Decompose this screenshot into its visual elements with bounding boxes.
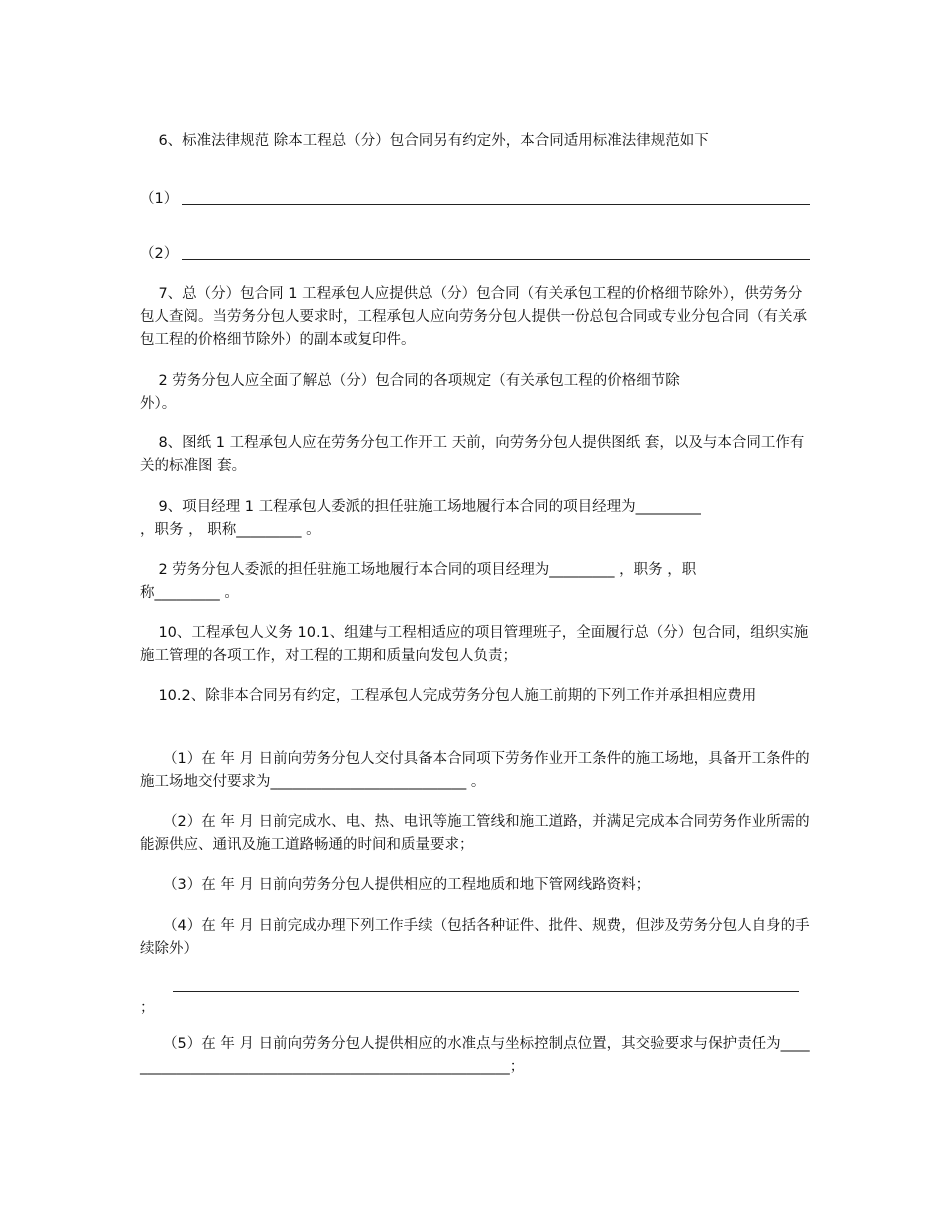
clause-8-paragraph: 8、图纸 1 工程承包人应在劳务分包工作开工 天前，向劳务分包人提供图纸 套，以及与本合同工作有关的标准图 套。 <box>140 435 805 474</box>
clause-10-2-item-1: （1）在 年 月 日前向劳务分包人交付具备本合同项下劳务作业开工条件的施工场地，具备开工条件的施工场地交付要求为___________________________ 。 <box>140 751 810 790</box>
clause-10-2-item-4: （4）在 年 月 日前完成办理下列工作手续（包括各种证件、批件、规费，但涉及劳务分包人自身的手续除外） <box>140 918 810 957</box>
clause-10-2-paragraph: 10.2、除非本合同另有约定，工程承包人完成劳务分包人施工前期的下列工作并承担相应费用 <box>140 688 757 704</box>
clause-7-item-2: 2 劳务分包人应全面了解总（分）包合同的各项规定（有关承包工程的价格细节除 外）。 <box>140 373 680 412</box>
blank-line-1-number: （1） <box>140 191 179 207</box>
clause-7-paragraph: 7、总（分）包合同 1 工程承包人应提供总（分）包合同（有关承包工程的价格细节除外），供劳务分包人查阅。当劳务分包人要求时，工程承包人应向劳务分包人提供一份总包合同或专业分包合同（有关承包工程的价格细节除外）的副本或复印件。 <box>140 286 807 348</box>
clause-10-2-item-2: （2）在 年 月 日前完成水、电、热、电讯等施工管线和施工道路，并满足完成本合同劳务作业所需的能源供应、通讯及施工道路畅通的时间和质量要求； <box>140 814 810 853</box>
blank-line-1-rule <box>182 204 810 205</box>
clause-10-2-item-3: （3）在 年 月 日前向劳务分包人提供相应的工程地质和地下管网线路资料； <box>140 877 651 893</box>
clause-6-paragraph: 6、标准法律规范 除本工程总（分）包合同另有约定外，本合同适用标准法律规范如下 <box>140 133 709 149</box>
blank-line-2-number: （2） <box>140 246 179 262</box>
item-4-end-mark: ； <box>140 1000 155 1016</box>
clause-9-paragraph: 9、项目经理 1 工程承包人委派的担任驻施工场地履行本合同的项目经理为_________ ，职务 ， 职称_________ 。 <box>140 499 701 538</box>
clause-9-item-2: 2 劳务分包人委派的担任驻施工场地履行本合同的项目经理为_________ ，职务 ，职 称_________ 。 <box>140 562 697 601</box>
clause-10-paragraph: 10、工程承包人义务 10.1、组建与工程相适应的项目管理班子，全面履行总（分）包合同，组织实施施工管理的各项工作，对工程的工期和质量向发包人负责； <box>140 625 809 664</box>
clause-10-2-item-5: （5）在 年 月 日前向劳务分包人提供相应的水准点与坐标控制点位置，其交验要求与保护责任为_______________________________________________________； <box>140 1036 810 1075</box>
blank-line-1 <box>140 187 810 210</box>
blank-line-2-rule <box>182 259 810 260</box>
blank-line-2 <box>140 242 810 265</box>
item-4-blank-rule <box>173 991 799 992</box>
